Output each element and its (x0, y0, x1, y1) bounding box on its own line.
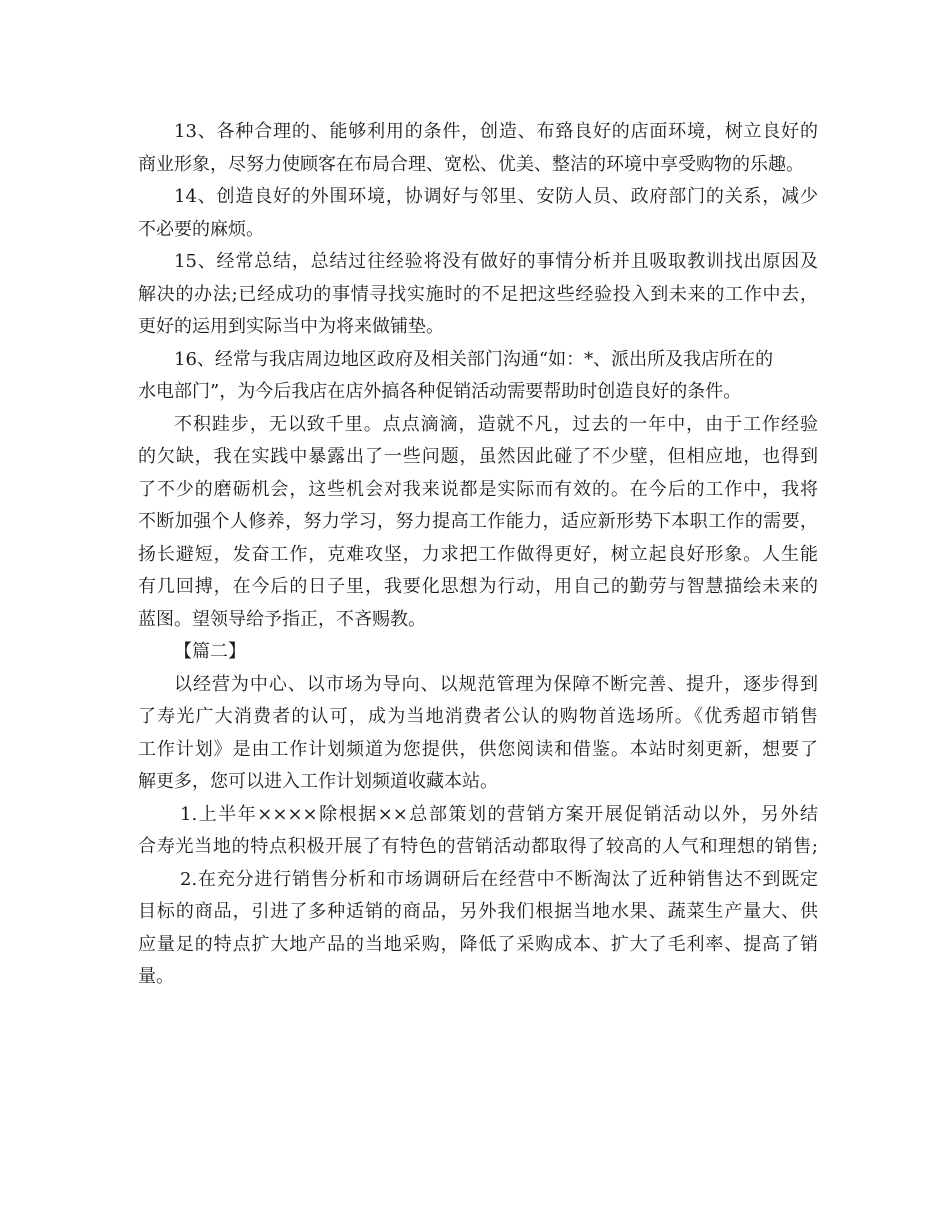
text-line: 了寿光广大消费者的认可，成为当地消费者公认的购物首选场所。《优秀超市销售 (138, 706, 818, 727)
paragraph-item-16 (138, 344, 818, 409)
text-line: 以经营为中心、以市场为导向、以规范管理为保障不断完善、提升，逐步得到 (174, 673, 818, 695)
paragraph-item-13 (138, 116, 818, 181)
text-line: 13、各种合理的、能够利用的条件，创造、布臵良好的店面环境，树立良好的 (174, 121, 818, 142)
text-line: 扬长避短，发奋工作，克难攻坚，力求把工作做得更好，树立起良好形象。人生能 (138, 543, 818, 565)
text-line: 15、经常总结，总结过往经验将没有做好的事情分析并且吸取教训找出原因及 (174, 251, 818, 272)
text-line: 不断加强个人修养，努力学习，努力提高工作能力，适应新形势下本职工作的需要， (138, 511, 818, 532)
section-heading (138, 636, 818, 669)
text-line: 工作计划》是由工作计划频道为您提供，供您阅读和借鉴。本站时刻更新，想要了 (138, 738, 818, 760)
text-line: 有几回搏，在今后的日子里，我要化思想为行动，用自己的勤劳与智慧描绘未来的 (138, 576, 818, 597)
section-heading-text: 【篇二】 (174, 641, 246, 662)
text-line: 蓝图。望领导给予指正，不吝赐教。 (138, 608, 426, 630)
text-line: 应量足的特点扩大地产品的当地采购，降低了采购成本、扩大了毛利率、提高了销 (138, 933, 818, 955)
document-body (138, 116, 818, 994)
text-line: 2.在充分进行销售分析和市场调研后在经营中不断淘汰了近种销售达不到既定 (180, 868, 818, 890)
text-line: 解决的办法;已经成功的事情寻找实施时的不足把这些经验投入到未来的工作中去， (138, 283, 818, 305)
text-line: 更好的运用到实际当中为将来做铺垫。 (138, 316, 444, 337)
text-line: 量。 (138, 966, 174, 987)
text-line: 目标的商品，引进了多种适销的商品，另外我们根据当地水果、蔬菜生产量大、供 (138, 901, 818, 922)
paragraph-conclusion (138, 409, 818, 637)
text-line: 16、经常与我店周边地区政府及相关部门沟通“如：*、派出所及我店所在的 (174, 348, 774, 370)
text-line: 14、创造良好的外围环境，协调好与邻里、安防人员、政府部门的关系，减少 (174, 186, 818, 207)
text-line: 商业形象，尽努力使顾客在布局合理、宽松、优美、整洁的环境中享受购物的乐趣。 (138, 153, 804, 175)
paragraph-item-14 (138, 181, 818, 246)
text-line: 不积跬步，无以致千里。点点滴滴，造就不凡，过去的一年中，由于工作经验 (174, 413, 818, 435)
paragraph-intro (138, 669, 818, 799)
text-line: 水电部门”，为今后我店在店外搞各种促销活动需要帮助时创造良好的条件。 (138, 381, 742, 402)
text-line: 不必要的麻烦。 (138, 218, 264, 240)
text-line: 1.上半年××××除根据××总部策划的营销方案开展促销活动以外，另外结 (180, 803, 818, 825)
text-line: 的欠缺，我在实践中暴露出了一些问题，虽然因此碰了不少壁，但相应地，也得到 (138, 446, 818, 467)
text-line: 合寿光当地的特点积极开展了有特色的营销活动都取得了较高的人气和理想的销售; (138, 836, 818, 857)
paragraph-point-2 (138, 864, 818, 994)
text-line: 解更多，您可以进入工作计划频道收藏本站。 (138, 771, 498, 792)
paragraph-point-1 (138, 799, 818, 864)
text-line: 了不少的磨砺机会，这些机会对我来说都是实际而有效的。在今后的工作中，我将 (138, 478, 818, 500)
paragraph-item-15 (138, 246, 818, 344)
